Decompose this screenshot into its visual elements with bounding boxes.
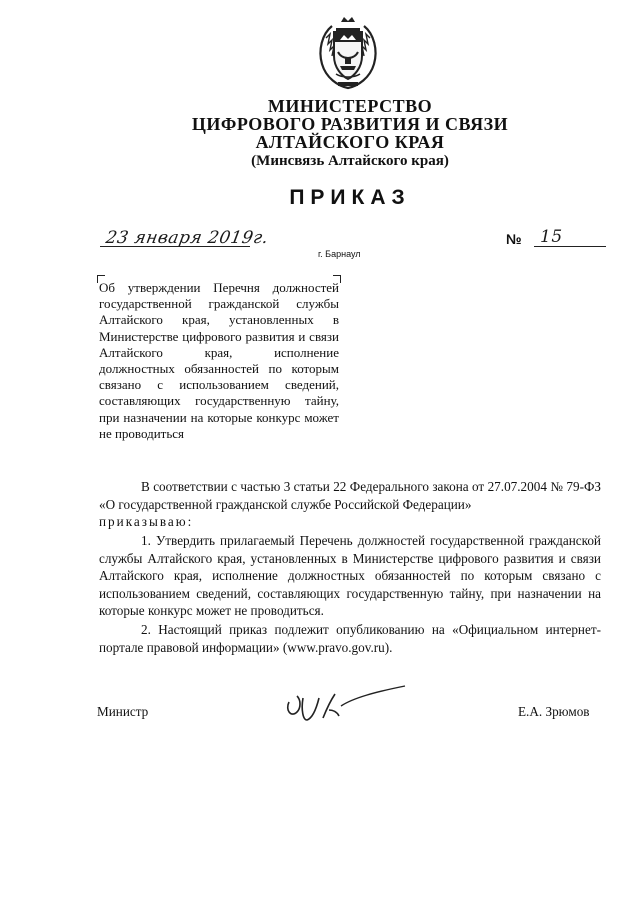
date-underline [100,246,250,247]
item-2-text: 2. Настоящий приказ подлежит опубликованию на «Официальном интернет-портале правовой информации» (www.pravo.gov.ru). [99,622,601,655]
preamble-text: В соответствии с частью 3 статьи 22 Федерального закона от 27.07.2004 № 79-ФЗ «О государственной гражданской службе Российской Федерации» [99,479,601,512]
item-2 [99,621,601,656]
signer-title: Министр [97,704,149,719]
document-subject: Об утверждении Перечня должностей государственной гражданской службы Алтайского края, установленных в Министерстве цифрового развития и связи Алтайского края, исполнение должностных обязанностей по которым связано с использованием сведений, составляющих государственную тайну, при назначении на которые конкурс может не проводиться [99,280,339,441]
order-word: приказываю: [99,514,194,530]
number-label: № [506,231,522,247]
org-short-name: (Минсвязь Алтайского края) [251,153,449,169]
document-city: г. Барнаул [318,249,361,259]
document-number: 15 [540,227,563,247]
item-1 [99,532,601,620]
org-name-line-3: АЛТАЙСКОГО КРАЯ [255,132,445,152]
number-underline [534,246,606,247]
signer-name: Е.А. Зрюмов [518,704,590,719]
preamble-block [99,478,601,531]
handwritten-signature-icon [283,680,413,732]
org-name-line-2: ЦИФРОВОГО РАЗВИТИЯ И СВЯЗИ [191,114,509,134]
item-1-text: 1. Утвердить прилагаемый Перечень должностей государственной гражданской службы Алтайского края, установленных в Министерстве цифрового развития и связи Алтайского края, исполнение должностных обязанностей по которым связано с использованием сведений, составляющих государственную тайну, при назначении на которые конкурс может не проводиться. [99,533,601,619]
coat-of-arms-icon [314,16,382,92]
org-name-line-1: МИНИСТЕРСТВО [267,96,433,116]
document-type: ПРИКАЗ [289,186,411,209]
document-date: 23 января 2019г. [104,228,271,248]
